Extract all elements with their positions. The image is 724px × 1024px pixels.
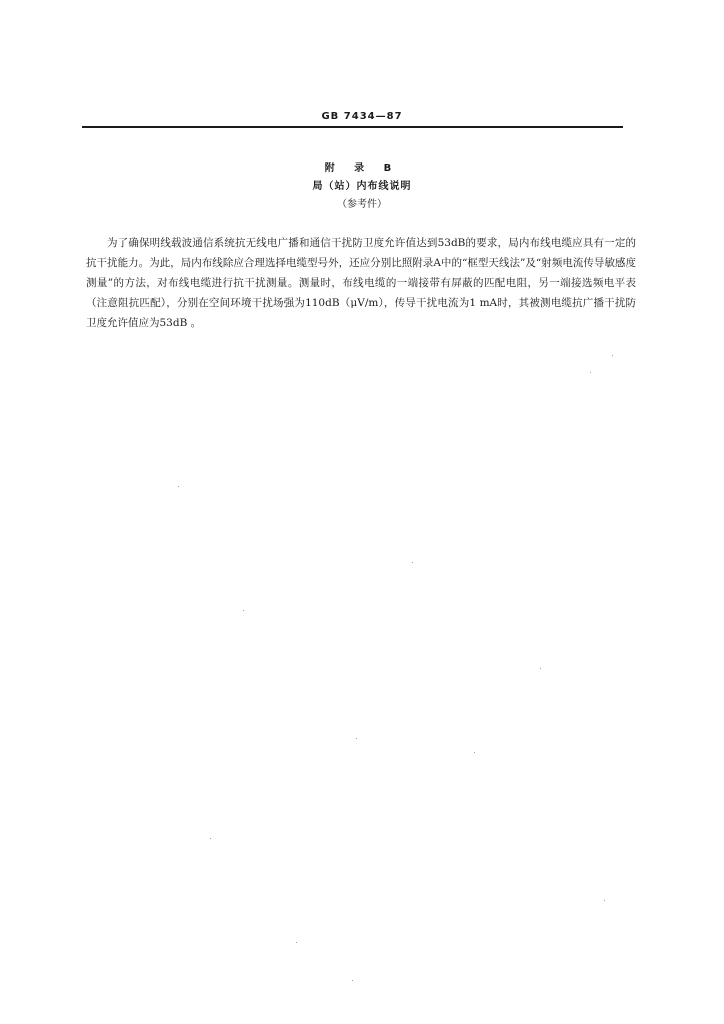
body-paragraph: 为了确保明线载波通信系统抗无线电广播和通信干扰防卫度允许值达到53dB的要求，局内布线电缆应具有一定的抗干扰能力。为此，局内布线除应合理选择电缆型号外，还应分别比照附录A中的“框型天线法”及“射频电流传导敏感度测量”的方法，对布线电缆进行抗干扰测量。测量时，布线电缆的一端接带有屏蔽的匹配电阻，另一端接选频电平表（注意阻抗匹配），分别在空间环境干扰场强为110dB（μV/m），传导干扰电流为1 mA时，其被测电缆抗广播干扰防卫度允许值应为53dB 。	[86, 237, 636, 329]
appendix-title: 局（站）内布线说明	[312, 181, 412, 192]
appendix-heading	[0, 160, 724, 214]
header-rule	[82, 126, 623, 128]
appendix-label: 附 录 B	[324, 163, 400, 174]
appendix-note: （参考件）	[337, 199, 387, 210]
standard-code-header: GB 7434—87	[321, 111, 403, 122]
